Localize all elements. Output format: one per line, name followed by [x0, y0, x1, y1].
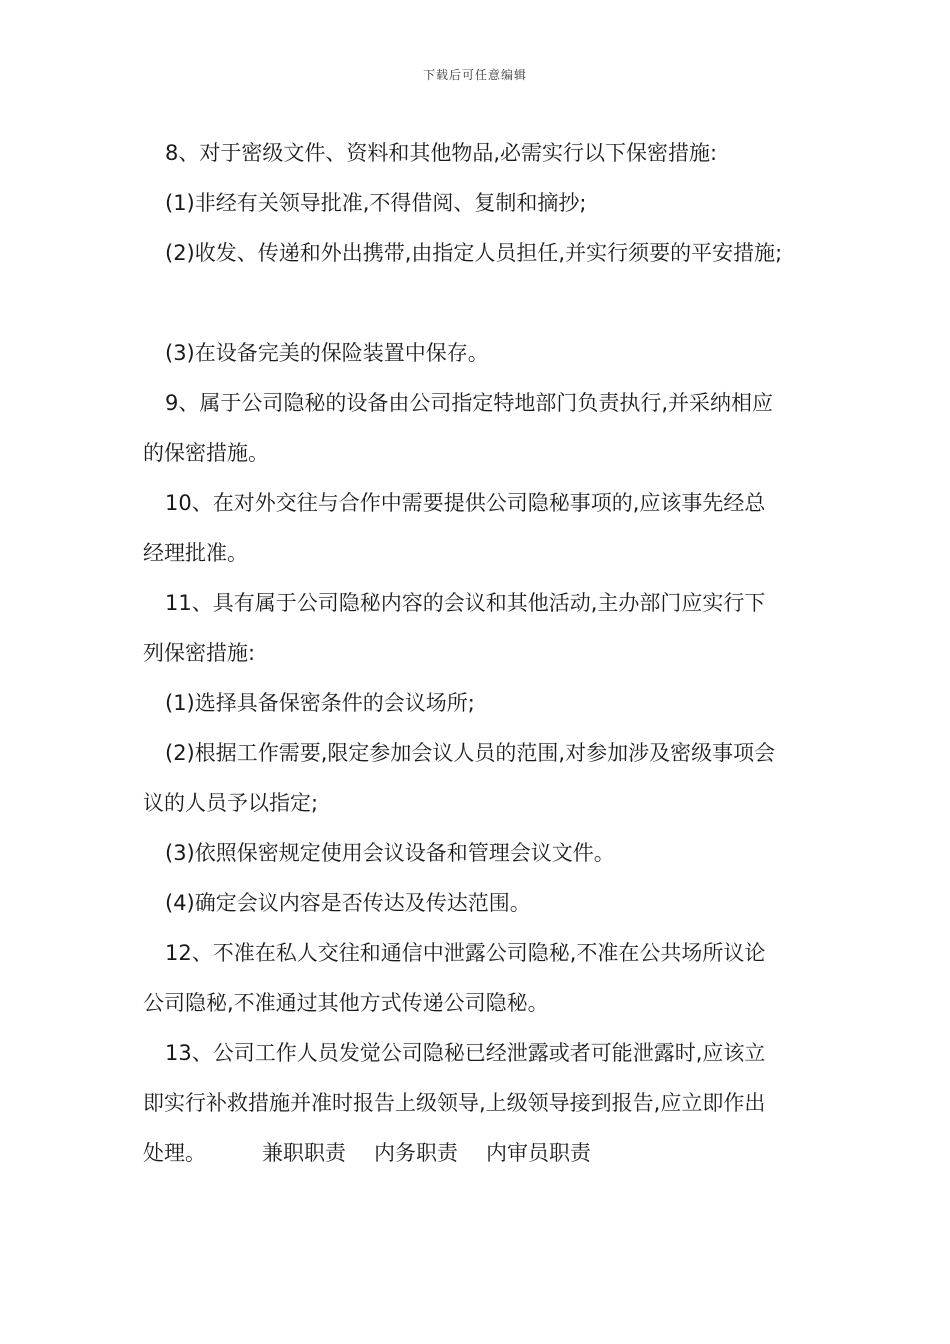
paragraph-line: 10、在对外交往与合作中需要提供公司隐秘事项的,应该事先经总	[165, 491, 766, 515]
paragraph-line: (2)根据工作需要,限定参加会议人员的范围,对参加涉及密级事项会	[165, 741, 776, 765]
paragraph-line: 公司隐秘,不准通过其他方式传递公司隐秘。	[143, 991, 549, 1015]
document-body	[143, 128, 823, 1178]
paragraph-line: (3)在设备完美的保险装置中保存。	[165, 341, 489, 365]
paragraph-line: 11、具有属于公司隐秘内容的会议和其他活动,主办部门应实行下	[165, 591, 766, 615]
paragraph-line: 经理批准。	[143, 541, 248, 565]
paragraph-line: 列保密措施:	[143, 641, 256, 665]
related-link-3[interactable]: 内审员职责	[486, 1141, 591, 1165]
last-paragraph-line	[143, 1128, 823, 1178]
paragraph-line: 议的人员予以指定;	[143, 791, 319, 815]
closing-text: 处理。	[143, 1141, 206, 1165]
paragraph-line: (1)选择具备保密条件的会议场所;	[165, 691, 475, 715]
paragraph-line: 12、不准在私人交往和通信中泄露公司隐秘,不准在公共场所议论	[165, 941, 766, 965]
paragraph-line: (4)确定会议内容是否传达及传达范围。	[165, 891, 531, 915]
paragraph-line: (3)依照保密规定使用会议设备和管理会议文件。	[165, 841, 615, 865]
blank-line	[143, 278, 823, 328]
paragraph-line: 9、属于公司隐秘的设备由公司指定特地部门负责执行,并采纳相应	[165, 391, 774, 415]
paragraph-line: 的保密措施。	[143, 441, 269, 465]
paragraph-line: 8、对于密级文件、资料和其他物品,必需实行以下保密措施:	[165, 141, 718, 165]
related-link-2[interactable]: 内务职责	[374, 1141, 458, 1165]
related-link-1[interactable]: 兼职职责	[262, 1141, 346, 1165]
paragraph-line: 13、公司工作人员发觉公司隐秘已经泄露或者可能泄露时,应该立	[165, 1041, 766, 1065]
paragraph-line: (2)收发、传递和外出携带,由指定人员担任,并实行须要的平安措施;	[165, 241, 783, 265]
paragraph-line: 即实行补救措施并准时报告上级领导,上级领导接到报告,应立即作出	[143, 1091, 766, 1115]
paragraph-line: (1)非经有关领导批准,不得借阅、复制和摘抄;	[165, 191, 587, 215]
page-header: 下载后可任意编辑	[422, 68, 527, 82]
